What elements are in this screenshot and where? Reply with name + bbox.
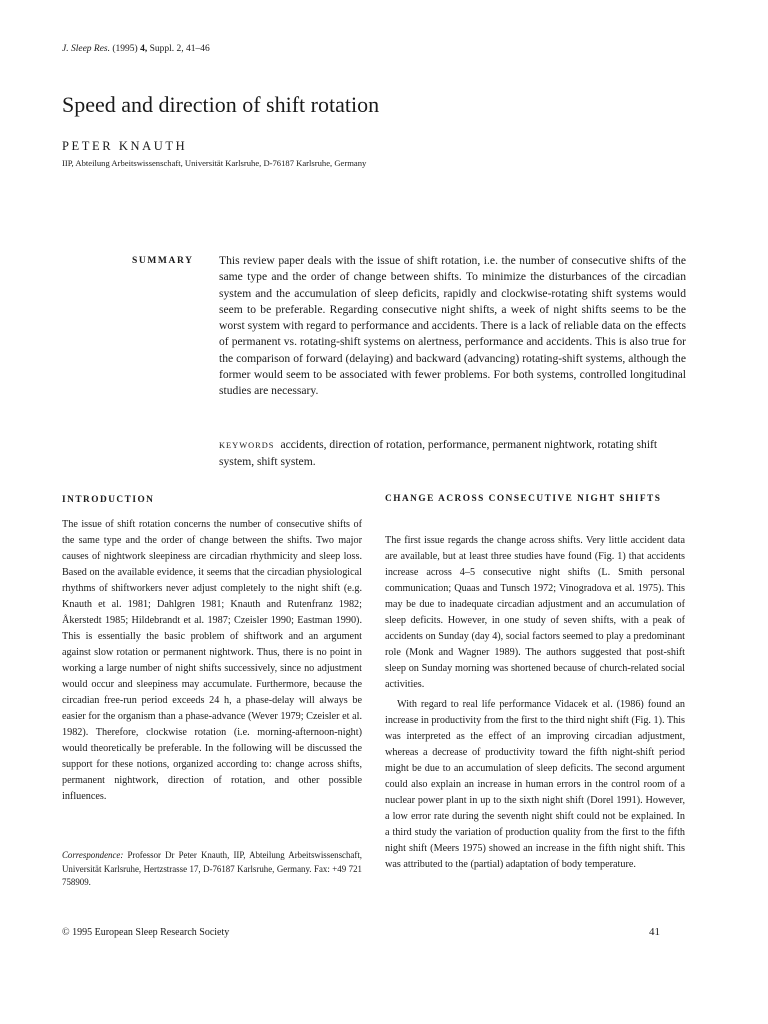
keywords-block (219, 437, 686, 471)
journal-volume: 4, (140, 44, 148, 54)
journal-name: J. Sleep Res. (62, 44, 111, 54)
keywords-text: accidents, direction of rotation, performance, permanent nightwork, rotating shift system, shift system. (219, 438, 658, 469)
summary-label: SUMMARY (132, 256, 194, 266)
summary-text: This review paper deals with the issue of shift rotation, i.e. the number of consecutive shifts of the same type and the order of change between shifts. To minimize the disturbances of the circadian system and the accumulation of sleep deficits, rapidly and clockwise-rotating shift systems would seem to be preferable. Regarding consecutive night shifts, a week of night shifts seems to be the worst system with regard to performance and accidents. There is a lack of reliable data on the effects of permanent vs. rotating-shift systems on alertness, performance and accidents. This is also true for the comparison of forward (delaying) and backward (advancing) rotating-shift systems, although the former would seem to be associated with fewer problems. For both systems, controlled longitudinal studies are necessary. (219, 254, 686, 398)
introduction-heading: INTRODUCTION (62, 495, 155, 505)
change-section-paragraph-2: With regard to real life performance Vidacek et al. (1986) found an increase in productivity from the first to the third night shift (Fig. 1). This was interpreted as the effect of an improving circadian adjustment, whereas a decrease of productivity toward the fifth night-shift period might be due to an accumulation of sleep deficits. The second argument could also explain an increase in human errors in the control room of a nuclear power plant in up to the sixth night shift (Dorel 1991). However, a low error rate during the seventh night shift could not be explained. In a third study the variation of production quality from the first to the fifth night shift (Meers 1975) showed an increase in the fifth night shift. This was attributed to the (partial) adaptation of body temperature. (385, 699, 686, 870)
author-affiliation: IIP, Abteilung Arbeitswissenschaft, Universität Karlsruhe, D-76187 Karlsruhe, Germany (62, 158, 367, 168)
journal-citation (62, 44, 210, 54)
change-section-paragraph-1: The first issue regards the change across shifts. Very little accident data are available, but at least three studies have found (Fig. 1) that accidents increase across 4–5 consecutive night shifts (L. Smith personal communication; Quaas and Tunsch 1972; Vinogradova et al. 1975). This may be due to inadequate circadian adjustment and an accumulation of sleep deficits. However, in one study of seven shifts, with a peak of accidents on Sunday (day 4), social factors seemed to play a predominant role (Monk and Wagner 1989). The authors suggested that post-shift sleep on Sunday morning was shortened because of church-related social activities. (385, 535, 685, 690)
correspondence-label: Correspondence: (62, 850, 124, 860)
correspondence-text: Professor Dr Peter Knauth, IIP, Abteilung Arbeitswissenschaft, Universität Karlsruhe, Hertzstrasse 17, D-76187 Karlsruhe, Germany. Fax: +49 721 758909. (62, 850, 363, 887)
page-number: 41 (649, 926, 660, 938)
change-section-heading: CHANGE ACROSS CONSECUTIVE NIGHT SHIFTS (385, 494, 662, 504)
keywords-label: KEYWORDS (219, 441, 275, 450)
journal-year: (1995) (112, 44, 138, 54)
introduction-text: The issue of shift rotation concerns the number of consecutive shifts of the same type and the order of change between the shifts. Two major causes of nightwork sleepiness are circadian rhythmicity and sleep loss. Based on the available evidence, it seems that the circadian physiological rhythms of shiftworkers never adjust completely to the night shift (e.g. Knauth et al. 1981; Dahlgren 1981; Knauth and Rutenfranz 1982; Åkerstedt 1985; Hildebrandt et al. 1987; Czeisler 1990; Eastman 1990). This is essentially the basic problem of shiftwork and an argument against slow rotation or permanent nightwork. Thus, there is no point in working a large number of night shifts successively, since no adjustment would occur and sleepiness may accumulate. Furthermore, because the circadian free-run period exceeds 24 h, a phase-delay will always be easier for the organism than a phase-advance (Wever 1979; Czeisler et al. 1982). Therefore, clockwise rotation (i.e. morning-afternoon-night) would theoretically be preferable. In the following will be discussed the support for these notions, organized according to: change across shifts, permanent nightwork, direction of rotation, and other possible influences. (62, 519, 362, 802)
author-name: PETER KNAUTH (62, 139, 188, 153)
journal-issue: Suppl. 2, 41–46 (149, 44, 210, 54)
article-title: Speed and direction of shift rotation (62, 92, 380, 117)
copyright-notice: © 1995 European Sleep Research Society (62, 927, 230, 938)
correspondence-note (62, 849, 362, 890)
